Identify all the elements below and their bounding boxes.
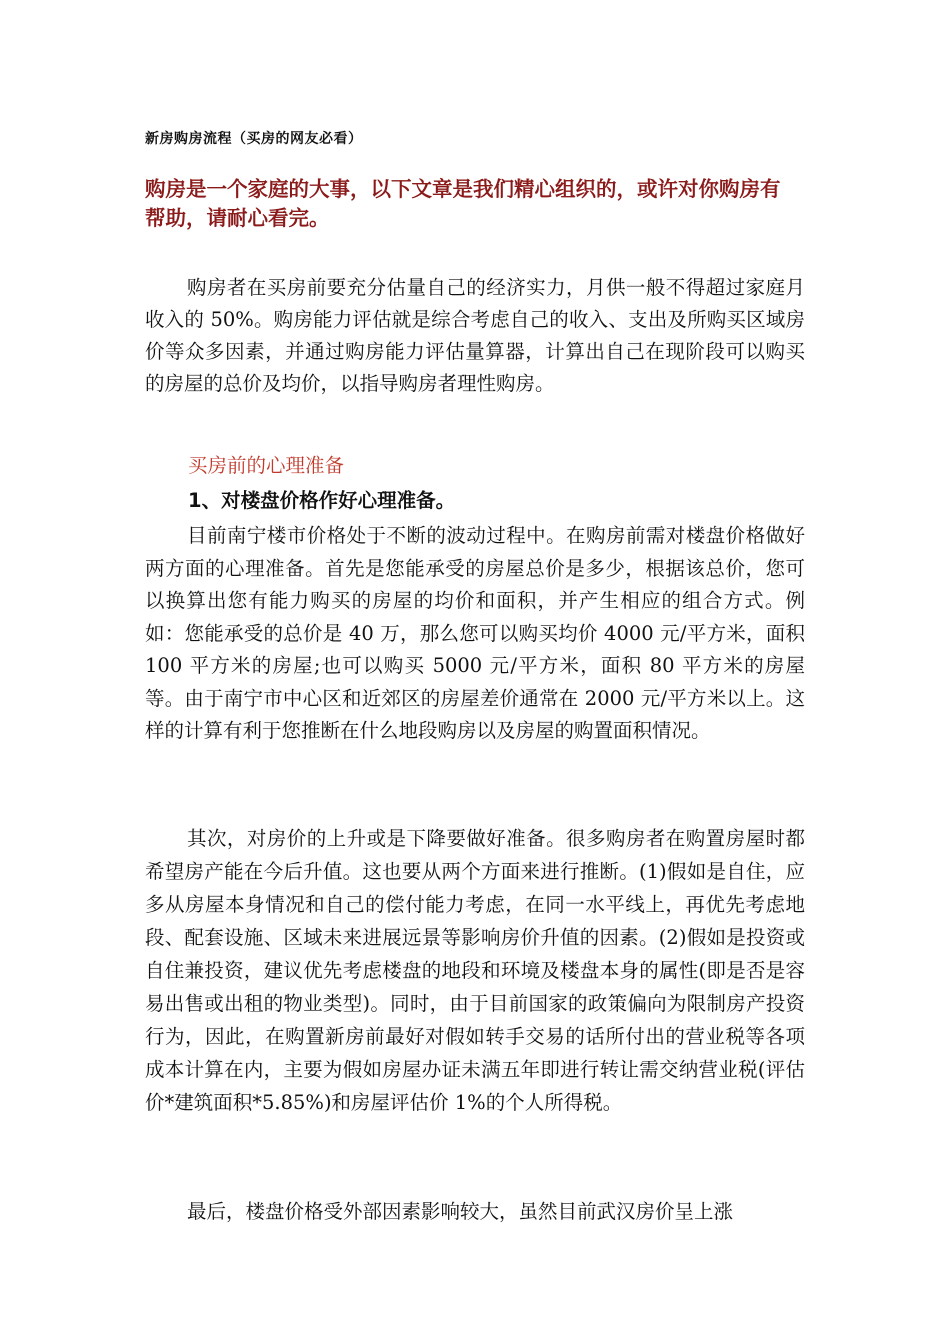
- intro-text: 购房者在买房前要充分估量自己的经济实力，月供一般不得超过家庭月收入的 50%。购房能力评估就是综合考虑自己的收入、支出及所购买区域房价等众多因素，并通过购房能力评估量算器，计算出自己在现阶段可以购买的房屋的总价及均价，以指导购房者理性购房。: [145, 276, 805, 395]
- trend-paragraph: [145, 822, 805, 1119]
- trend-text: 其次，对房价的上升或是下降要做好准备。很多购房者在购置房屋时都希望房产能在今后升值。这也要从两个方面来进行推断。(1)假如是自住，应多从房屋本身情况和自己的偿付能力考虑，在同一水平线上，再优先考虑地段、配套设施、区域未来进展远景等影响房价升值的因素。(2)假如是投资或自住兼投资，建议优先考虑楼盘的地段和环境及楼盘本身的属性(即是否是容易出售或出租的物业类型)。同时，由于目前国家的政策偏向为限制房产投资行为，因此，在购置新房前最好对假如转手交易的话所付出的营业税等各项成本计算在内，主要为假如房屋办证未满五年即进行转让需交纳营业税(评估价*建筑面积*5.85%)和房屋评估价 1%的个人所得税。: [145, 827, 805, 1114]
- price-text: 目前南宁楼市价格处于不断的波动过程中。在购房前需对楼盘价格做好两方面的心理准备。首先是您能承受的房屋总价是多少，根据该总价，您可以换算出您有能力购买的房屋的均价和面积，并产生相应的组合方式。例如：您能承受的总价是 40 万，那么您可以购买均价 4000 元/平方米，面积 100 平方米的房屋;也可以购买 5000 元/平方米，面积 80 平方米的房屋等。由于南宁市中心区和近郊区的房屋差价通常在 2000 元/平方米以上。这样的计算有利于您推断在什么地段购房以及房屋的购置面积情况。: [145, 524, 805, 742]
- section-heading: 买房前的心理准备: [188, 454, 345, 477]
- sub-heading: 1、对楼盘价格作好心理准备。: [188, 489, 456, 512]
- document-title: 新房购房流程（买房的网友必看）: [145, 131, 363, 147]
- price-paragraph: [145, 520, 805, 748]
- final-text: 最后，楼盘价格受外部因素影响较大，虽然目前武汉房价呈上涨: [187, 1200, 734, 1223]
- intro-paragraph: [145, 272, 805, 400]
- lead-paragraph: 购房是一个家庭的大事，以下文章是我们精心组织的，或许对你购房有帮助，请耐心看完。: [145, 177, 781, 230]
- final-paragraph: [145, 1196, 805, 1228]
